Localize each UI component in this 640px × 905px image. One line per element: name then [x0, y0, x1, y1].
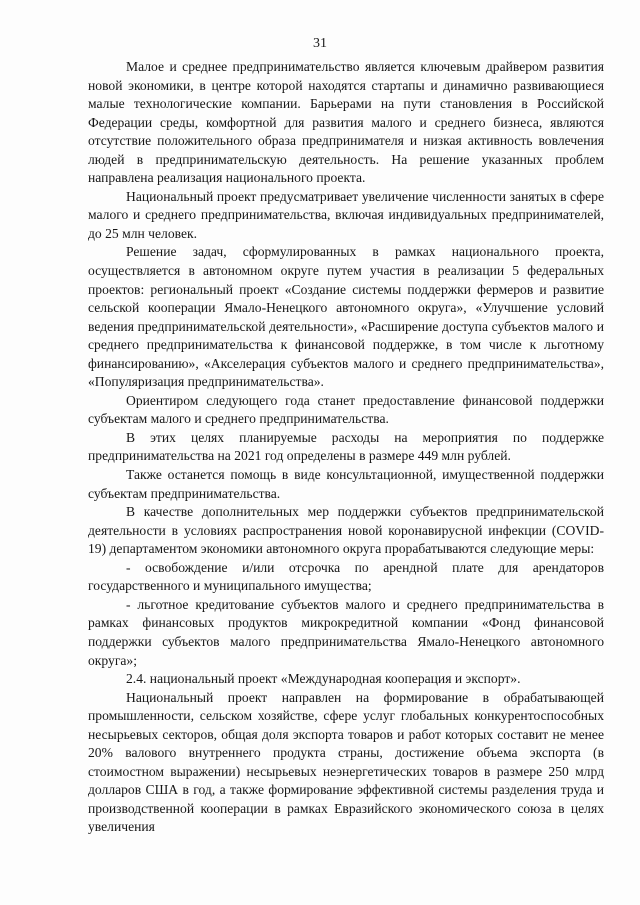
body-text	[88, 58, 604, 837]
list-item-preferential-credit: - льготное кредитование субъектов малого и среднего предпринимательства в рамках финансовых продуктов микрокредитной компании «Фонд финансовой поддержки субъектов малого предпринимательства Ямало-Ненецкого автономного округа»;	[88, 596, 604, 668]
paragraph-additional-measures: В качестве дополнительных мер поддержки субъектов предпринимательской деятельности в условиях распространения новой коронавирусной инфекции (COVID-19) департаментом экономики автономного округа прорабатываются следующие меры:	[88, 504, 604, 557]
paragraph-sme-intro: Малое и среднее предпринимательство является ключевым драйвером развития новой экономики, в центре которой находятся стартапы и динамично развивающиеся малые технологические компании. Барьерами на пути становления в Российской Федерации среды, комфортной для развития малого и среднего бизнеса, являются отсутствие положительного образа предпринимателя и низкая активность вовлечения людей в предпринимательскую деятельность. На решение указанных проблем направлена реализация национального проекта.	[88, 59, 604, 186]
paragraph-next-year-goal: Ориентиром следующего года станет предоставление финансовой поддержки субъектам малого и среднего предпринимательства.	[88, 392, 604, 427]
list-item-rent-deferral: - освобождение и/или отсрочка по арендной плате для арендаторов государственного и муниципального имущества;	[88, 559, 604, 594]
paragraph-export-project: Национальный проект направлен на формирование в обрабатывающей промышленности, сельском хозяйстве, сфере услуг глобальных конкурентоспособных несырьевых секторов, общая доля экспорта товаров и работ которых составит не менее 20% валового внутреннего продукта страны, достижение объема экспорта (в стоимостном выражении) несырьевых неэнергетических товаров в размере 250 млрд долларов США в год, а также формирование эффективной системы разделения труда и производственной кооперации в рамках Евразийского экономического союза в целях увеличения	[88, 689, 604, 835]
paragraph-planned-expenses: В этих целях планируемые расходы на мероприятия по поддержке предпринимательства на 2021 год определены в размере 449 млн рублей.	[88, 429, 604, 464]
section-heading-export: 2.4. национальный проект «Международная кооперация и экспорт».	[126, 671, 521, 687]
paragraph-project-target: Национальный проект предусматривает увеличение численности занятых в сфере малого и среднего предпринимательства, включая индивидуальных предпринимателей, до 25 млн человек.	[88, 188, 604, 241]
paragraph-federal-projects: Решение задач, сформулированных в рамках национального проекта, осуществляется в автономном округе путем участия в реализации 5 федеральных проектов: региональный проект «Создание системы поддержки фермеров и развитие сельской кооперации Ямало-Ненецкого автономного округа», «Улучшение условий ведения предпринимательской деятельности», «Расширение доступа субъектов малого и среднего предпринимательства к финансовой поддержке, в том числе к льготному финансированию», «Акселерация субъектов малого и среднего предпринимательства», «Популяризация предпринимательства».	[88, 244, 604, 390]
page-number: 31	[313, 36, 327, 51]
paragraph-consulting-support: Также останется помощь в виде консультационной, имущественной поддержки субъектам предпринимательства.	[88, 467, 604, 501]
